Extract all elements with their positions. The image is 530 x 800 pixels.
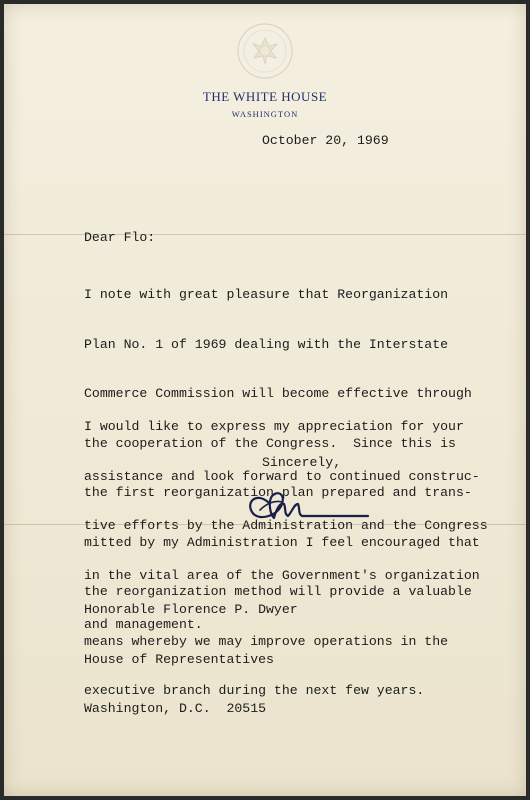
paragraph-line: and management. (84, 617, 203, 632)
closing: Sincerely, (262, 455, 342, 470)
addressee-line: Honorable Florence P. Dwyer (84, 602, 298, 617)
presidential-seal-emboss (236, 22, 294, 80)
paragraph-line: the reorganization method will provide a valuable (84, 584, 472, 599)
paragraph-line: executive branch during the next few years. (84, 683, 425, 698)
salutation: Dear Flo: (84, 230, 156, 245)
paragraph-line: in the vital area of the Government's organization (84, 567, 480, 583)
paragraph-line: the first reorganization plan prepared and trans- (84, 485, 472, 500)
paragraph-line: Commerce Commission will become effective through (84, 386, 472, 401)
letterhead-city: WASHINGTON (231, 109, 299, 119)
paragraph-line: mitted by my Administration I feel encouraged that (84, 534, 480, 550)
paragraph-line: tive efforts by the Administration and the Congress (84, 518, 488, 533)
letterhead-title: THE WHITE HOUSE (202, 89, 328, 104)
paragraph-line: assistance and look forward to continued construc- (84, 468, 480, 484)
addressee-line: Washington, D.C. 20515 (84, 701, 267, 716)
addressee-block (84, 569, 298, 734)
paragraph-line: I note with great pleasure that Reorganization (84, 287, 449, 302)
addressee-line: House of Representatives (84, 651, 274, 667)
paragraph-line: I would like to express my appreciation for your (84, 419, 464, 434)
paragraph-line: means whereby we may improve operations in the (84, 633, 449, 649)
paper-fold-line (4, 234, 526, 235)
paragraph-line: the cooperation of the Congress. Since this is (84, 435, 456, 451)
letter-date: October 20, 1969 (262, 133, 389, 148)
paragraph-line: Plan No. 1 of 1969 dealing with the Interstate (84, 336, 449, 352)
handwritten-signature (238, 480, 378, 530)
